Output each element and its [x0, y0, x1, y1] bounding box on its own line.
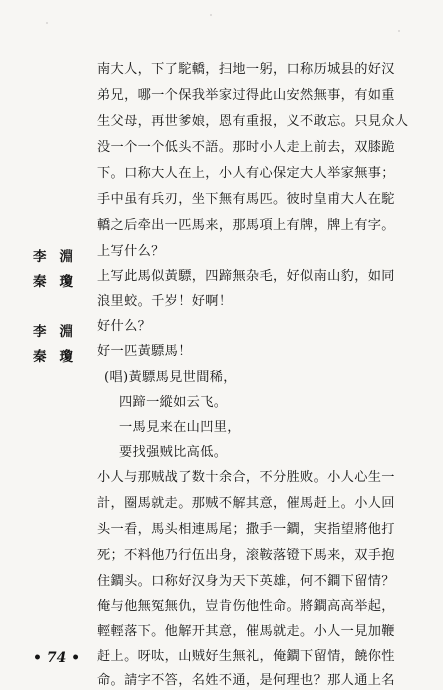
speaker-name: 秦瓊: [33, 349, 86, 365]
dialogue-line: 上写什么？: [97, 244, 165, 259]
speaker-name: 李淵: [33, 324, 86, 340]
text-line: 没一个一个低头不語。那时小人走上前去，双膝跪: [97, 140, 395, 155]
text-line: 住鐧头。口称好汉身为天下英雄，何不鐧下留情？: [97, 574, 395, 589]
dialogue-line: 好什么？: [97, 319, 152, 334]
text-line: 赶上。呀呔，山贼好生無礼，俺鐧下留情，饒你性: [97, 649, 395, 664]
song-line: (唱)黃驃馬見世間稀，: [104, 370, 237, 385]
text-line: 南大人，下了駝轎，扫地一躬，口称历城县的好汉: [97, 62, 395, 77]
text-line: 死；不料他乃行伍出身，滚鞍落镫下馬来，双手抱: [97, 548, 395, 563]
paper-speck: [398, 30, 400, 32]
text-line: 浪里蛟。千岁！好啊！: [97, 294, 233, 309]
page-number: • 74 •: [33, 650, 81, 666]
speaker-name: 秦瓊: [33, 274, 86, 290]
text-line: 下。口称大人在上，小人有心保定大人举家無事；: [97, 166, 395, 181]
song-line: 一馬見来在山凹里，: [119, 420, 241, 435]
paper-speck: [46, 22, 48, 24]
text-line: 小人与那贼战了数十余合，不分胜败。小人心生一: [97, 470, 395, 485]
text-line: 手中虽有兵刃，坐下無有馬匹。彼时皇甫大人在駝: [97, 192, 395, 207]
text-line: 計，圈馬就走。那贼不解其意，催馬赶上。小人回: [97, 496, 395, 511]
dialogue-line: 好一匹黃驃馬！: [97, 344, 192, 359]
text-line: 俺与他無冤無仇，豈肯伤他性命。將鐧高高举起，: [97, 599, 395, 614]
text-line: 生父母，再世爹娘，恩有重报，义不敢忘。只見众人: [97, 114, 409, 129]
paper-speck: [210, 14, 212, 16]
song-line: 要找强贼比高低。: [119, 445, 228, 460]
text-line: 命。請字不答，名姓不通，是何理也？那人通上名: [97, 673, 395, 688]
speaker-name: 李淵: [33, 249, 86, 265]
dialogue-line: 上写此馬似黃驃，四蹄無杂毛，好似南山豹，如同: [97, 269, 395, 284]
text-line: 头一看，馬头相連馬尾；撒手一鐧，実指望將他打: [97, 522, 395, 537]
text-line: 弟兄，哪一个保我举家过得此山安然無事，有如重: [97, 88, 395, 103]
text-line: 轎之后牵出一匹馬来，那馬項上有牌，牌上有字。: [97, 218, 395, 233]
song-line: 四蹄一縱如云飞。: [119, 395, 228, 410]
text-line: 輕輕落下。他解开其意，催馬就走。小人一見加鞭: [97, 624, 395, 639]
